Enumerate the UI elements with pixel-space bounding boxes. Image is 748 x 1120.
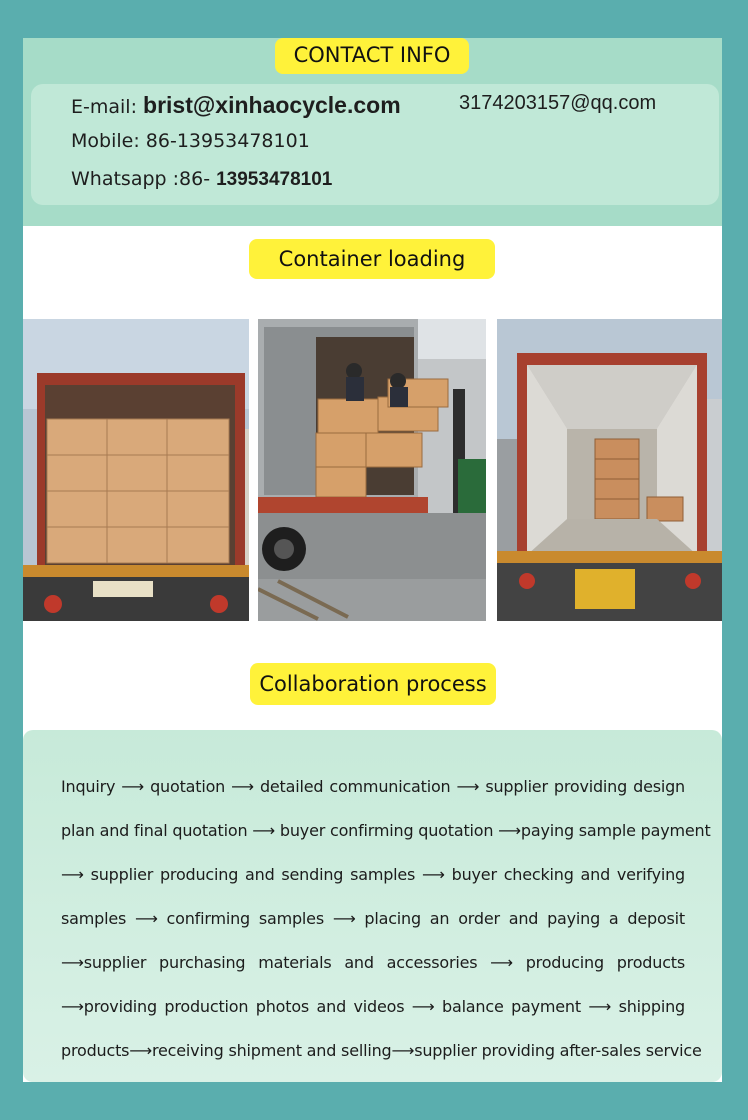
mobile-label: Mobile: — [71, 130, 140, 152]
process-line: ⟶ supplier producing and sending samples ⟶ buyer checking and verifying — [61, 865, 685, 884]
whatsapp-row — [71, 168, 332, 191]
contact-box — [31, 84, 719, 205]
email-row — [71, 92, 401, 119]
email-label: E-mail: — [71, 96, 137, 118]
whatsapp-value: 13953478101 — [216, 169, 333, 190]
process-line: samples ⟶ confirming samples ⟶ placing an order and paying a deposit — [61, 909, 685, 928]
container-loaded-truck-photo — [23, 319, 249, 621]
qq-email[interactable]: 3174203157@qq.com — [459, 92, 657, 114]
mobile-row — [71, 130, 310, 152]
contact-section — [23, 38, 722, 226]
contact-title: CONTACT INFO — [275, 38, 469, 74]
process-line: plan and final quotation ⟶ buyer confirming quotation ⟶paying sample payment — [61, 821, 711, 840]
page-frame — [23, 38, 722, 1082]
mobile-value: 86-13953478101 — [145, 130, 310, 152]
whatsapp-label: Whatsapp :86- — [71, 168, 211, 190]
process-line: ⟶supplier purchasing materials and accessories ⟶ producing products — [61, 953, 685, 972]
container-interior-photo — [497, 319, 722, 621]
process-box — [23, 730, 722, 1082]
collaboration-title: Collaboration process — [250, 663, 496, 705]
forklift-loading-photo — [258, 319, 486, 621]
email-value[interactable]: brist@xinhaocycle.com — [143, 92, 401, 118]
container-loading-title: Container loading — [249, 239, 495, 279]
process-text — [61, 765, 711, 1073]
process-line: ⟶providing production photos and videos ⟶ balance payment ⟶ shipping — [61, 997, 685, 1016]
process-line: products⟶receiving shipment and selling⟶supplier providing after-sales service — [61, 1041, 702, 1060]
process-line: Inquiry ⟶ quotation ⟶ detailed communication ⟶ supplier providing design — [61, 777, 685, 796]
